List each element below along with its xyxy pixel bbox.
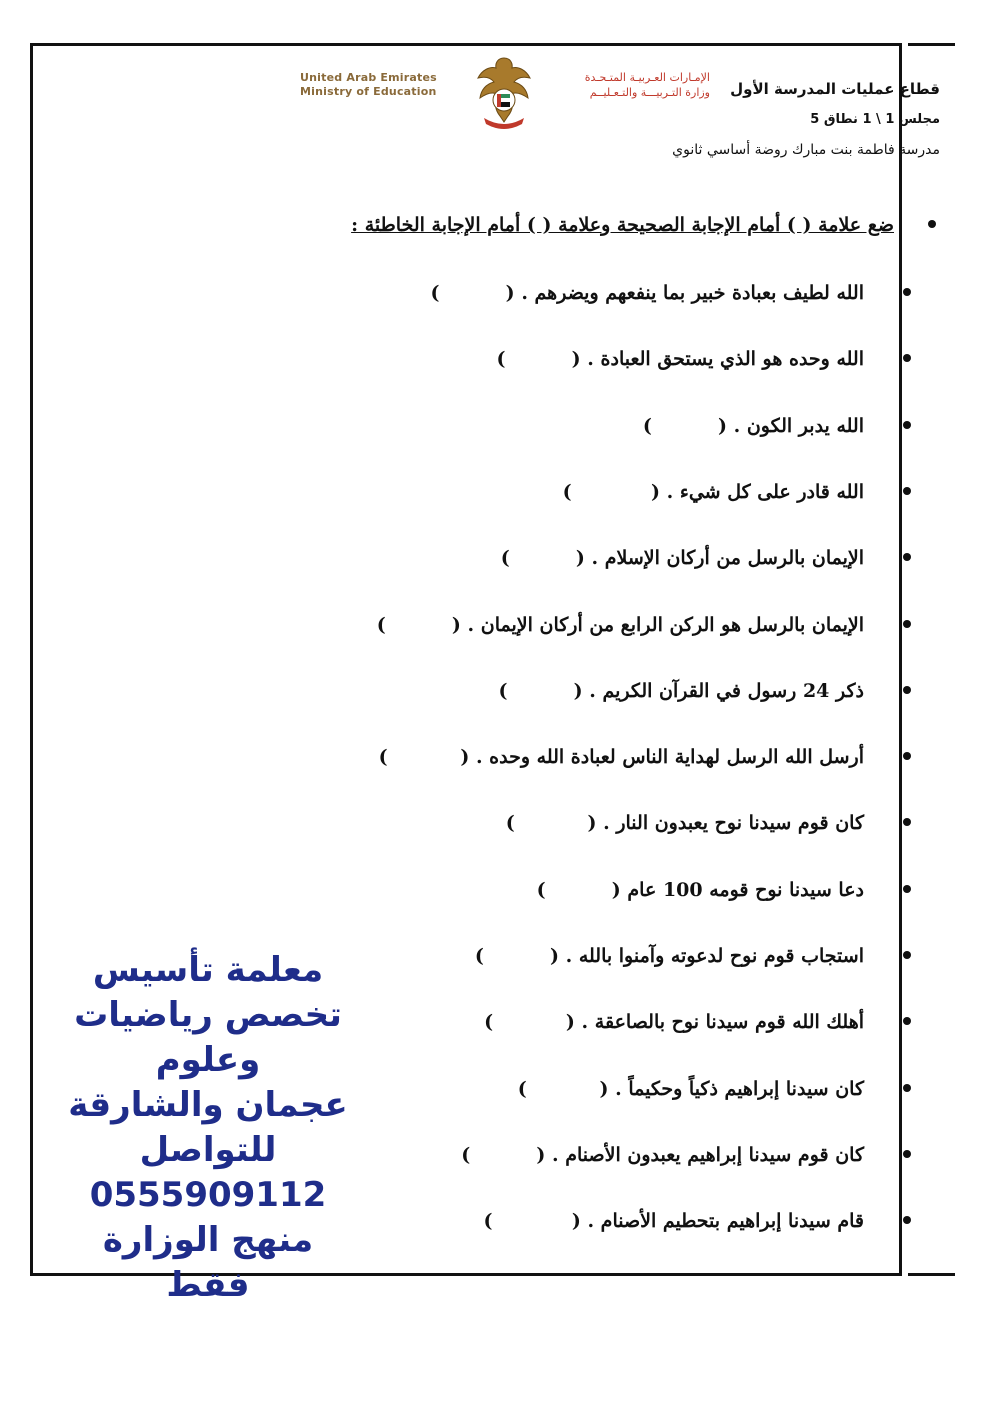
question-item (537, 877, 864, 903)
question-item (377, 612, 864, 638)
bullet-icon (903, 553, 911, 561)
promo-line: عجمان والشارقة (68, 1085, 348, 1125)
question-text: دعا سيدنا نوح قومه 100 عام (627, 879, 864, 901)
bullet-icon (903, 1216, 911, 1224)
border-left (30, 43, 33, 1276)
answer-blank[interactable]: ( ) (484, 1011, 575, 1033)
answer-blank[interactable]: ( ) (430, 282, 515, 304)
answer-blank[interactable]: ( ) (536, 879, 621, 901)
promo-line: تخصص رياضيات (74, 995, 342, 1035)
answer-blank[interactable]: ( ) (642, 415, 727, 437)
question-item (501, 545, 864, 571)
answer-blank[interactable]: ( ) (517, 1078, 609, 1100)
ministry-english (300, 71, 437, 99)
bullet-icon (903, 1017, 911, 1025)
promo-line: وعلوم (155, 1040, 261, 1080)
answer-blank[interactable]: ( ) (562, 481, 661, 503)
question-item (483, 1208, 864, 1234)
answer-blank[interactable]: ( ) (483, 1210, 581, 1232)
bullet-icon (928, 220, 936, 228)
question-text: الإيمان بالرسل هو الركن الرابع من أركان الإيمان . (467, 614, 864, 636)
answer-blank[interactable]: ( ) (500, 547, 585, 569)
teacher-promo (58, 948, 358, 1308)
promo-line: للتواصل (139, 1130, 277, 1170)
question-text: أرسل الله الرسل لهداية الناس لعبادة الله وحده . (475, 746, 864, 768)
bullet-icon (903, 686, 911, 694)
bullet-icon (903, 421, 911, 429)
bullet-icon (903, 1150, 911, 1158)
question-item (484, 1009, 864, 1035)
answer-blank[interactable]: ( ) (505, 812, 597, 834)
school-name: مدرسة فاطمة بنت مبارك روضة أساسي ثانوي (672, 142, 940, 158)
answer-blank[interactable]: ( ) (474, 945, 559, 967)
bullet-icon (903, 354, 911, 362)
school-council: مجلس 1 \ 1 نطاق 5 (810, 112, 940, 127)
question-item (506, 810, 864, 836)
answer-blank[interactable]: ( ) (378, 746, 470, 768)
question-text: الله قادر على كل شيء . (666, 481, 864, 503)
bullet-icon (903, 620, 911, 628)
bullet-icon (903, 1084, 911, 1092)
promo-phone: 0555909112 (89, 1175, 327, 1215)
ministry-en-line2: Ministry of Education (300, 85, 437, 98)
border-bottom-segment (908, 1273, 955, 1276)
question-item (475, 943, 864, 969)
question-text: الله لطيف بعبادة خبير بما ينفعهم ويضرهم . (521, 282, 864, 304)
bullet-icon (903, 288, 911, 296)
promo-line: منهج الوزارة فقط (102, 1220, 314, 1305)
question-item (431, 280, 864, 306)
bullet-icon (903, 752, 911, 760)
question-text: الله وحده هو الذي يستحق العبادة . (587, 348, 864, 370)
ministry-arabic (560, 70, 710, 100)
bullet-icon (903, 951, 911, 959)
bullet-icon (903, 885, 911, 893)
school-sector: قطاع عمليات المدرسة الأول (730, 80, 940, 98)
question-text: الإيمان بالرسل من أركان الإسلام . (591, 547, 864, 569)
question-item (498, 678, 864, 704)
border-top-segment (908, 43, 955, 46)
question-text: قام سيدنا إبراهيم بتحطيم الأصنام . (587, 1210, 864, 1232)
question-text: ذكر 24 رسول في القرآن الكريم . (589, 680, 864, 702)
answer-blank[interactable]: ( ) (376, 614, 461, 636)
bullet-icon (903, 487, 911, 495)
question-text: استجاب قوم نوح لدعوته وآمنوا بالله . (565, 945, 864, 967)
uae-falcon-emblem-icon (464, 52, 544, 132)
ministry-en-line1: United Arab Emirates (300, 71, 437, 84)
question-text: أهلك الله قوم سيدنا نوح بالصاعقة . (581, 1011, 864, 1033)
promo-line: معلمة تأسيس (92, 950, 324, 990)
bullet-icon (903, 818, 911, 826)
answer-blank[interactable]: ( ) (496, 348, 581, 370)
question-item (461, 1142, 864, 1168)
question-text: الله يدبر الكون . (733, 415, 864, 437)
question-item (643, 413, 864, 439)
ministry-ar-line2: وزارة التـربيـــة والتـعـليــم (589, 86, 710, 99)
question-item (563, 479, 864, 505)
question-text: كان قوم سيدنا نوح يعبدون النار . (603, 812, 864, 834)
question-item (379, 744, 864, 770)
answer-blank[interactable]: ( ) (498, 680, 583, 702)
instruction-heading: ضع علامة ( ) أمام الإجابة الصحيحة وعلامة ( ) أمام الإجابة الخاطئة : (351, 214, 894, 236)
answer-blank[interactable]: ( ) (461, 1144, 546, 1166)
question-item (518, 1076, 864, 1102)
question-text: كان سيدنا إبراهيم ذكياً وحكيماً . (615, 1078, 864, 1100)
ministry-ar-line1: الإمـارات العـربيـة المتـحـدة (584, 71, 710, 84)
question-item (497, 346, 864, 372)
border-right (899, 43, 902, 1276)
question-text: كان قوم سيدنا إبراهيم يعبدون الأصنام . (551, 1144, 864, 1166)
border-top (30, 43, 900, 46)
